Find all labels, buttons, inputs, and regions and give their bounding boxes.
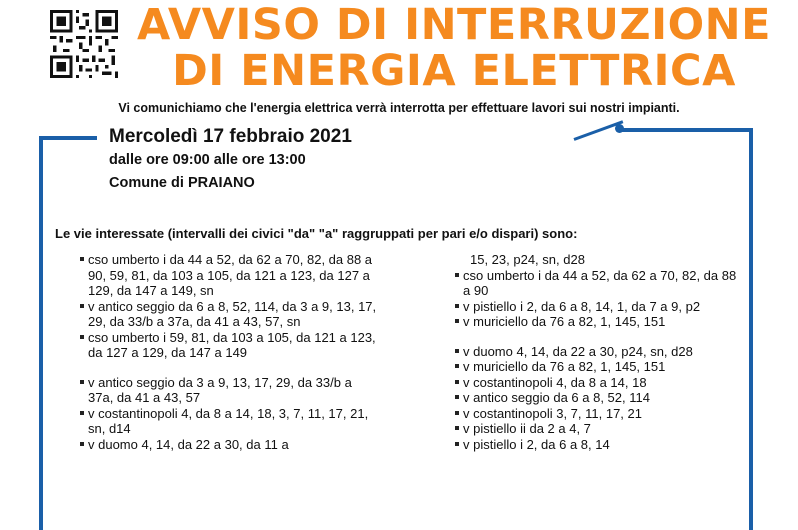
- list-item: v costantinopoli 4, da 8 a 14, 18, 3, 7, 11, 17, 21, sn, d14: [80, 406, 380, 437]
- streets-right-column: [455, 252, 745, 452]
- bullet-icon: [455, 364, 459, 368]
- frame-border-top-right: [621, 128, 753, 132]
- bullet-icon: [80, 411, 84, 415]
- bullet-icon: [455, 426, 459, 430]
- bullet-icon: [455, 442, 459, 446]
- list-item: v duomo 4, 14, da 22 a 30, p24, sn, d28: [455, 344, 745, 360]
- bullet-icon: [455, 349, 459, 353]
- bullet-icon: [80, 304, 84, 308]
- subtitle: Vi comunichiamo che l'energia elettrica verrà interrotta per effettuare lavori sui nostri impianti.: [118, 101, 680, 115]
- list-item: cso umberto i da 44 a 52, da 62 a 70, 82, da 88 a 90, 59, 81, da 103 a 105, da 121 a 123, da 127 a 129, da 147 a 149, sn: [80, 252, 380, 299]
- outage-date: Mercoledì 17 febbraio 2021: [109, 126, 352, 147]
- bullet-icon: [80, 442, 84, 446]
- list-item: v pistiello i 2, da 6 a 8, 14: [455, 437, 745, 453]
- list-item: v antico seggio da 6 a 8, 52, 114: [455, 390, 745, 406]
- frame-border-top-left: [39, 136, 97, 140]
- outage-time: dalle ore 09:00 alle ore 13:00: [109, 152, 306, 168]
- comune-name: Comune di PRAIANO: [109, 175, 255, 191]
- bullet-icon: [80, 380, 84, 384]
- list-item: v costantinopoli 4, da 8 a 14, 18: [455, 375, 745, 391]
- bullet-icon: [455, 380, 459, 384]
- list-item: v muriciello da 76 a 82, 1, 145, 151: [455, 314, 745, 330]
- list-item: v pistiello i 2, da 6 a 8, 14, 1, da 7 a 9, p2: [455, 299, 745, 315]
- streets-intro: Le vie interessate (intervalli dei civici "da" "a" raggruppati per pari e/o dispari) sono:: [55, 226, 578, 241]
- list-item: v duomo 4, 14, da 22 a 30, da 11 a: [80, 437, 380, 453]
- list-item-continuation: 15, 23, p24, sn, d28: [470, 252, 585, 267]
- list-item: v muriciello da 76 a 82, 1, 145, 151: [455, 359, 745, 375]
- list-item: v costantinopoli 3, 7, 11, 17, 21: [455, 406, 745, 422]
- list-item: cso umberto i da 44 a 52, da 62 a 70, 82, da 88 a 90: [455, 268, 745, 299]
- bullet-icon: [455, 395, 459, 399]
- bullet-icon: [455, 273, 459, 277]
- streets-left-column: [80, 252, 380, 452]
- list-item: cso umberto i 59, 81, da 103 a 105, da 121 a 123, da 127 a 129, da 147 a 149: [80, 330, 380, 361]
- list-item: v pistiello ii da 2 a 4, 7: [455, 421, 745, 437]
- decorative-dot: [615, 124, 624, 133]
- title-line-2: DI ENERGIA ELETTRICA: [172, 46, 736, 96]
- bullet-icon: [80, 257, 84, 261]
- list-item: v antico seggio da 3 a 9, 13, 17, 29, da 33/b a 37a, da 41 a 43, 57: [80, 375, 380, 406]
- bullet-icon: [455, 319, 459, 323]
- title-line-1: AVVISO DI INTERRUZIONE: [137, 0, 771, 50]
- frame-border-left: [39, 136, 43, 530]
- frame-border-right: [749, 128, 753, 530]
- bullet-icon: [455, 411, 459, 415]
- bullet-icon: [455, 304, 459, 308]
- list-item: v antico seggio da 6 a 8, 52, 114, da 3 a 9, 13, 17, 29, da 33/b a 37a, da 41 a 43, 57, sn: [80, 299, 380, 330]
- bullet-icon: [80, 335, 84, 339]
